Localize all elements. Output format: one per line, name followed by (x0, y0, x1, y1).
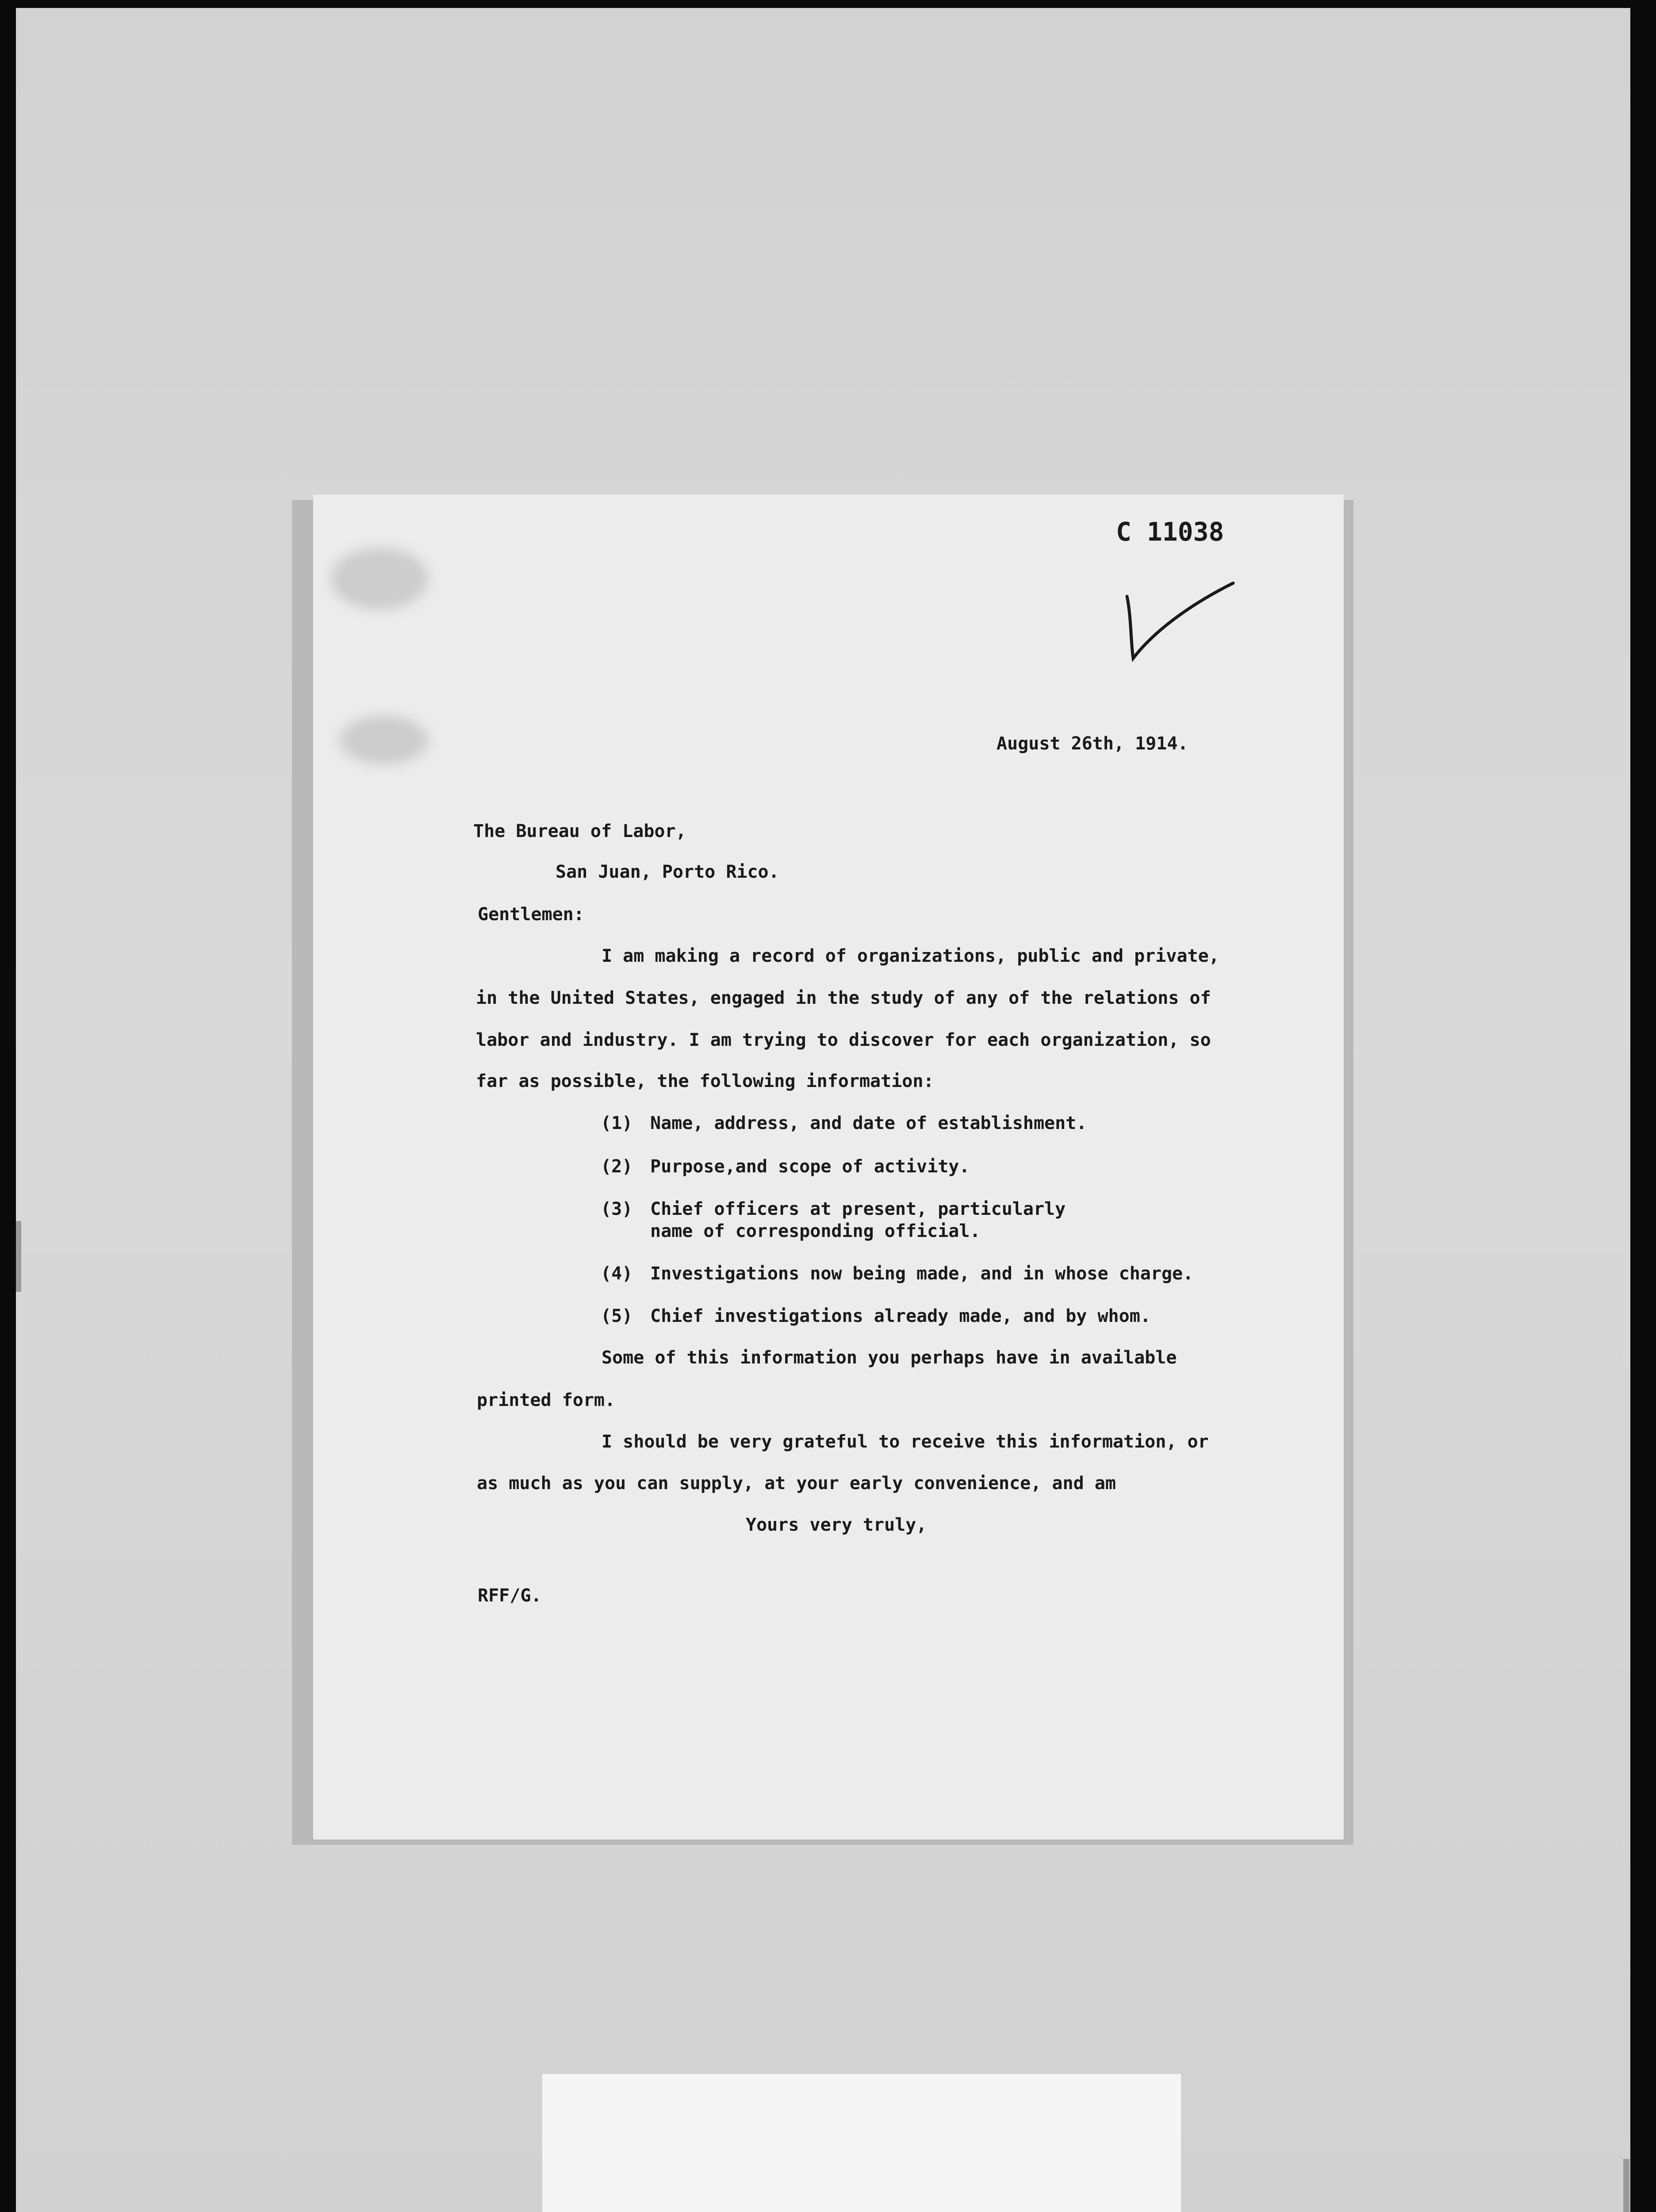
body-line: printed form. (477, 1390, 616, 1410)
list-item-number: (3) (601, 1199, 633, 1219)
list-item-number: (2) (601, 1156, 633, 1177)
body-line: Some of this information you perhaps have in available (602, 1348, 1177, 1368)
list-item-text: name of corresponding official. (650, 1221, 981, 1241)
list-item-text: Purpose,and scope of activity. (650, 1156, 970, 1177)
initials: RFF/G. (478, 1586, 542, 1606)
page-smudge (340, 716, 428, 764)
recipient-line: The Bureau of Labor, (473, 821, 686, 841)
film-edge-mark (16, 1221, 21, 1292)
list-item-number: (4) (601, 1263, 633, 1284)
body-line: far as possible, the following information: (476, 1071, 934, 1091)
recipient-line: San Juan, Porto Rico. (556, 862, 779, 882)
letter-date: August 26th, 1914. (997, 733, 1188, 754)
body-line: in the United States, engaged in the study of any of the relations of (476, 988, 1211, 1008)
letter-page (313, 495, 1344, 1839)
body-line: as much as you can supply, at your early convenience, and am (477, 1473, 1116, 1494)
list-item-number: (5) (601, 1306, 633, 1326)
list-item-text: Chief officers at present, particularly (650, 1199, 1066, 1219)
check-mark-icon (1123, 579, 1238, 663)
list-item-number: (1) (601, 1113, 633, 1133)
film-edge-mark (1623, 2159, 1629, 2212)
body-line: labor and industry. I am trying to discover for each organization, so (476, 1030, 1211, 1050)
body-line: I should be very grateful to receive this information, or (602, 1432, 1209, 1452)
list-item-text: Investigations now being made, and in whose charge. (650, 1263, 1194, 1284)
list-item-text: Chief investigations already made, and by whom. (650, 1306, 1151, 1326)
page-smudge (331, 548, 428, 610)
list-item-text: Name, address, and date of establishment. (650, 1113, 1087, 1133)
document-number: C 11038 (1116, 517, 1224, 547)
salutation: Gentlemen: (478, 904, 584, 925)
body-line: I am making a record of organizations, public and private, (602, 946, 1219, 966)
closing: Yours very truly, (746, 1515, 927, 1535)
volume-label-card (542, 2074, 1181, 2212)
